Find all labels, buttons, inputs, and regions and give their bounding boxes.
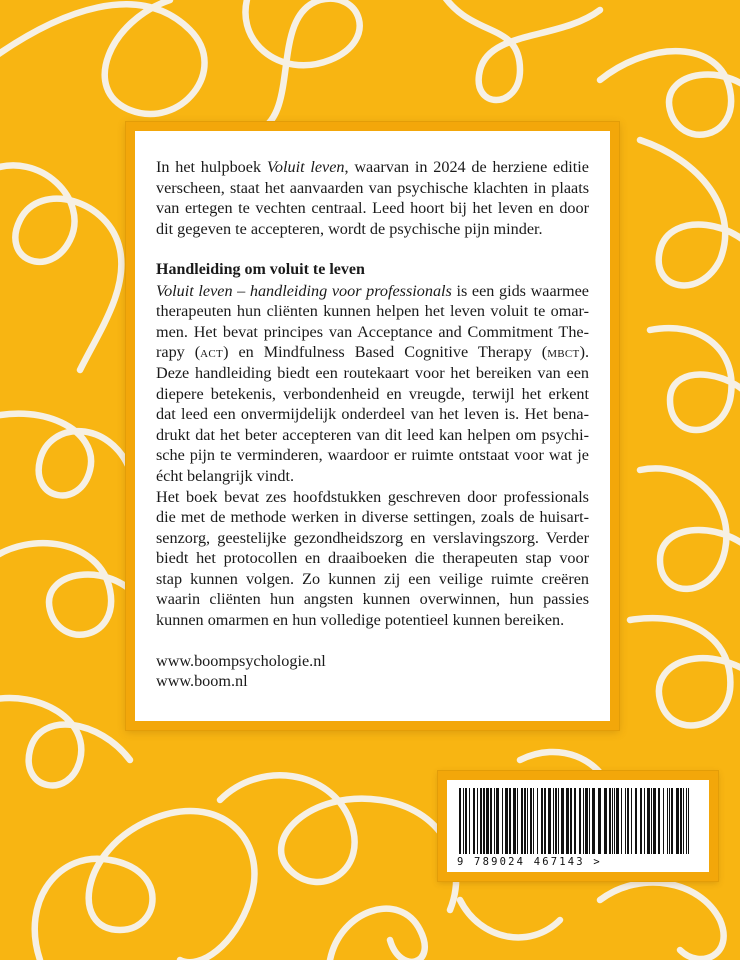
text-span: ) en Mindfulness Based Cognitive Therapy ( [223, 343, 548, 362]
text-span: biedt het protocollen en draaiboeken die therapeuten stap voor [156, 549, 589, 568]
barcode-bar [513, 788, 516, 854]
text-span: dit gegeven te accepteren, wordt de psychische pijn minder. [156, 219, 543, 238]
barcode-bar [579, 788, 581, 854]
barcode-bar [585, 788, 588, 854]
barcode-bar [614, 788, 615, 854]
barcode-bar [524, 788, 526, 854]
barcode-bar [530, 788, 532, 854]
text-line [156, 322, 589, 343]
barcode-bar [483, 788, 485, 854]
barcode-bar [625, 788, 626, 854]
text-span: van ertegen te vechten centraal. Leed hoort bij het leven en door [156, 199, 589, 218]
barcode-bar [566, 788, 569, 854]
barcode-bar [521, 788, 523, 854]
description-paragraph [156, 281, 589, 487]
book-title: Voluit leven [266, 158, 345, 176]
barcode-bar [574, 788, 576, 854]
text-span: diepere betekenis, verbondenheid en vreugde, terwijl het erkent [156, 384, 589, 403]
text-line [156, 589, 589, 610]
text-span: Deze handleiding biedt een routekaart voor het bereiken van een [156, 363, 589, 382]
barcode-bar [558, 788, 559, 854]
text-line [156, 548, 589, 569]
text-line [156, 384, 589, 405]
barcode-bar [663, 788, 664, 854]
barcode-bar [553, 788, 554, 854]
barcode-bar [541, 788, 543, 854]
barcode-bar [548, 788, 551, 854]
barcode-bar [651, 788, 652, 854]
barcode-bar [598, 788, 601, 854]
text-line [156, 528, 589, 549]
text-line [156, 198, 589, 219]
barcode-bar [676, 788, 679, 854]
text-line [156, 157, 589, 178]
isbn-digits: 9 789024 467143 > [457, 856, 602, 868]
barcode-bar [640, 788, 642, 854]
text-span: senzorg, geestelijke gezondheidszorg en verslavingszorg. Verder [156, 528, 589, 547]
barcode-bar [583, 788, 584, 854]
text-span: sche pijn te verminderen, waardoor er ruimte ontstaat voor wat je [156, 446, 589, 465]
barcode-bar [465, 788, 467, 854]
barcode-bar [592, 788, 595, 854]
text-line [156, 178, 589, 199]
barcode-bar [494, 788, 495, 854]
barcode-bar [647, 788, 650, 854]
barcode-bar [658, 788, 660, 854]
barcode-bar [604, 788, 607, 854]
text-span: waarin cliënten hun angsten kunnen overwinnen, hun passies [156, 590, 589, 609]
barcode-bar [480, 788, 482, 854]
barcode-bar [502, 788, 503, 854]
text-span: dat leed een onvermijdelijk onderdeel van het leven is. Het bena- [156, 405, 589, 424]
barcode-bar [544, 788, 546, 854]
barcode-bars [459, 788, 691, 854]
text-span: drukt dat het beter accepteren van dit leed kan helpen om psychi- [156, 425, 589, 444]
intro-paragraph [156, 157, 589, 239]
barcode-bar [688, 788, 689, 854]
text-span: therapeuten hun cliënten kunnen helpen het leven voluit te omar- [156, 302, 589, 321]
text-span: is een gids waarmee [451, 281, 589, 300]
barcode-bar [621, 788, 622, 854]
text-span: verscheen, staat het aanvaarden van psychische klachten in plaats [156, 178, 589, 197]
barcode-bar [537, 788, 538, 854]
barcode-bar [459, 788, 461, 854]
text-span: men. Het bevat principes van Acceptance and Commitment The- [156, 322, 589, 341]
text-span: rapy ( [156, 343, 201, 362]
text-line [156, 342, 589, 363]
barcode-bar [609, 788, 611, 854]
barcode-bar [671, 788, 673, 854]
text-line [156, 363, 589, 384]
barcode-bar [527, 788, 528, 854]
barcode-bar [509, 788, 511, 854]
link-boompsychologie[interactable]: www.boompsychologie.nl [156, 651, 326, 670]
text-span: kunnen omarmen en hun volledige potentieel kunnen bereiken. [156, 611, 565, 630]
text-span: stap kunnen volgen. Zo kunnen zij een veilige ruimte creëren [156, 569, 589, 588]
barcode-bar [505, 788, 508, 854]
barcode-bar [496, 788, 499, 854]
text-span: In het hulpboek [156, 158, 267, 176]
barcode-bar [667, 788, 668, 854]
barcode-bar [631, 788, 632, 854]
barcode-bar [644, 788, 645, 854]
text-span: ). [579, 343, 590, 362]
barcode-bar [469, 788, 470, 854]
text-line [156, 425, 589, 446]
isbn-barcode [447, 780, 709, 872]
text-span: écht belangrijk vindt. [156, 466, 295, 485]
link-boom[interactable]: www.boom.nl [156, 672, 248, 691]
text-line [156, 404, 589, 425]
text-line [156, 610, 589, 631]
text-span: , waarvan in 2024 de herziene editie [344, 158, 589, 176]
text-line [156, 445, 589, 466]
text-panel-frame [126, 122, 619, 730]
text-line [156, 569, 589, 590]
barcode-bar [555, 788, 557, 854]
barcode-bar [463, 788, 464, 854]
barcode-bar [486, 788, 489, 854]
barcode-bar [686, 788, 687, 854]
barcode-bar [680, 788, 682, 854]
abbreviation: mbct [547, 343, 580, 362]
website-links [156, 651, 589, 692]
barcode-bar [616, 788, 619, 854]
chapters-paragraph [156, 487, 589, 631]
barcode-bar [683, 788, 684, 854]
barcode-bar [561, 788, 564, 854]
section-heading: Handleiding om voluit te leven [156, 260, 365, 278]
text-line [156, 301, 589, 322]
barcode-bar [669, 788, 670, 854]
book-title: Voluit leven – handleiding voor professionals [156, 281, 452, 300]
barcode-bar [653, 788, 656, 854]
text-line [156, 281, 589, 302]
barcode-bar [627, 788, 629, 854]
barcode-frame [438, 771, 718, 881]
abbreviation: act [200, 343, 224, 362]
text-line [156, 466, 589, 487]
text-line [156, 219, 589, 240]
paragraph-gap [156, 239, 589, 260]
barcode-bar [490, 788, 492, 854]
barcode-bar [517, 788, 518, 854]
barcode-bar [477, 788, 478, 854]
barcode-bar [635, 788, 637, 854]
text-line [156, 487, 589, 508]
barcode-bar [533, 788, 534, 854]
text-line [156, 507, 589, 528]
barcode-bar [589, 788, 590, 854]
barcode-bar [612, 788, 613, 854]
barcode-bar [570, 788, 572, 854]
back-cover-text-panel [135, 131, 610, 721]
barcode-bar [473, 788, 475, 854]
text-span: Het boek bevat zes hoofdstukken geschreven door professionals [156, 487, 589, 506]
text-span: die met de methode werken in diverse settingen, zoals de huisart- [156, 508, 589, 527]
